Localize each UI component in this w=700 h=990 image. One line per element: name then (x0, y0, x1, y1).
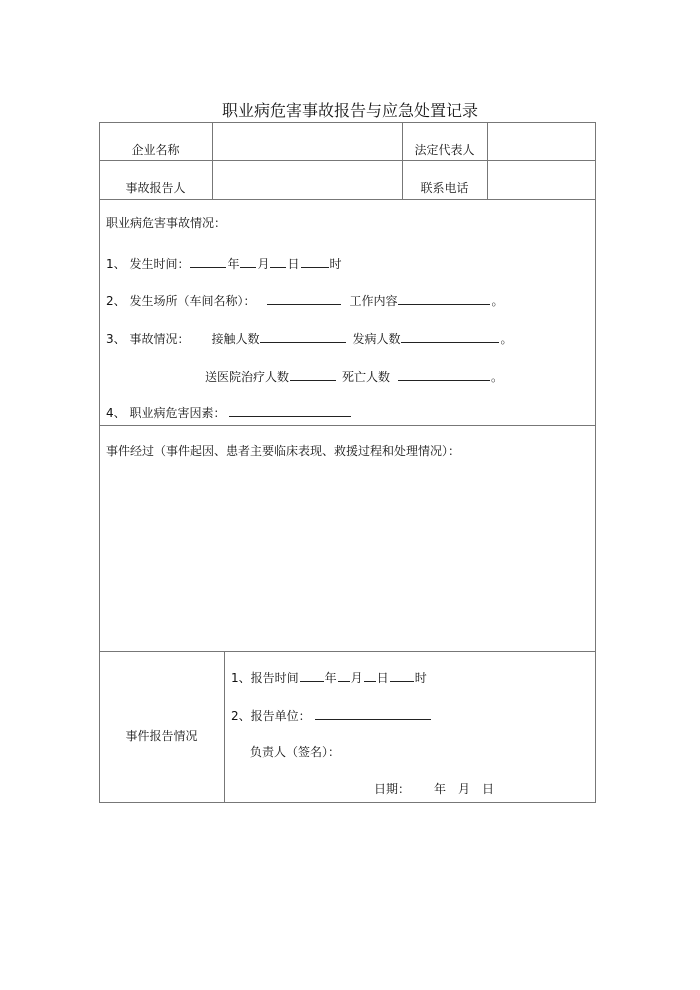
row-divider (99, 425, 596, 426)
occurrence-time-line (106, 256, 342, 271)
hour-label: 时 (414, 671, 427, 685)
report-time-label: 1、报告时间 (231, 671, 299, 685)
company-name-field[interactable] (213, 123, 401, 159)
row-divider (99, 199, 596, 200)
hour-blank[interactable] (390, 670, 414, 682)
sick-count-blank[interactable] (401, 331, 499, 343)
report-unit-blank[interactable] (315, 708, 431, 720)
hospital-line (205, 369, 503, 384)
table-border (595, 122, 596, 802)
period: 。 (491, 370, 504, 384)
month-label: 月 (458, 782, 471, 796)
place-label: 2、 发生场所（车间名称）： (106, 294, 256, 308)
day-blank[interactable] (364, 670, 376, 682)
phone-label: 联系电话 (420, 181, 469, 195)
factors-label: 4、 职业病危害因素： (106, 406, 226, 420)
row-divider (99, 651, 596, 652)
narrative-field[interactable] (100, 462, 594, 650)
document-title: 职业病危害事故报告与应急处置记录 (221, 101, 478, 120)
work-content-blank[interactable] (398, 293, 490, 305)
report-unit-label: 2、报告单位： (231, 709, 311, 723)
death-count-blank[interactable] (398, 369, 490, 381)
month-label: 月 (257, 257, 270, 271)
legal-rep-label: 法定代表人 (414, 143, 475, 157)
workshop-blank[interactable] (267, 293, 341, 305)
period: 。 (500, 332, 513, 346)
day-blank[interactable] (270, 256, 286, 268)
year-label: 年 (324, 671, 337, 685)
work-content-label: 工作内容 (349, 294, 398, 308)
date-label: 日期： (374, 782, 411, 796)
day-label: 日 (287, 257, 300, 271)
month-blank[interactable] (240, 256, 256, 268)
place-line (106, 293, 503, 308)
narrative-heading: 事件经过（事件起因、患者主要临床表现、救援过程和处理情况）： (106, 444, 461, 458)
reporter-field[interactable] (213, 161, 401, 198)
situation-heading: 职业病危害事故情况： (106, 216, 227, 230)
period: 。 (491, 294, 504, 308)
company-name-label: 企业名称 (131, 143, 180, 157)
month-blank[interactable] (338, 670, 350, 682)
hour-blank[interactable] (301, 256, 329, 268)
treated-count-label: 送医院治疗人数 (205, 370, 290, 384)
accident-line (106, 331, 513, 346)
report-section-label: 事件报告情况 (125, 729, 198, 743)
factors-line (106, 405, 352, 420)
year-blank[interactable] (300, 670, 324, 682)
year-label: 年 (434, 782, 447, 796)
sick-count-label: 发病人数 (352, 332, 401, 346)
table-border (99, 802, 596, 803)
report-date-line (374, 782, 494, 796)
hour-label: 时 (329, 257, 342, 271)
contact-count-blank[interactable] (260, 331, 346, 343)
treated-count-blank[interactable] (290, 369, 336, 381)
legal-rep-field[interactable] (488, 123, 594, 159)
contact-count-label: 接触人数 (211, 332, 260, 346)
reporter-label: 事故报告人 (125, 181, 186, 195)
accident-label: 3、 事故情况： (106, 332, 190, 346)
factors-blank[interactable] (229, 405, 351, 417)
signer-label: 负责人（签名）： (250, 745, 341, 759)
occurrence-time-label: 1、 发生时间： (106, 257, 190, 271)
col-divider (224, 651, 225, 802)
report-unit-line (231, 708, 432, 723)
day-label: 日 (376, 671, 389, 685)
month-label: 月 (350, 671, 363, 685)
day-label: 日 (482, 782, 495, 796)
phone-field[interactable] (488, 161, 594, 198)
year-blank[interactable] (190, 256, 226, 268)
year-label: 年 (227, 257, 240, 271)
report-time-line (231, 670, 427, 685)
death-count-label: 死亡人数 (342, 370, 391, 384)
